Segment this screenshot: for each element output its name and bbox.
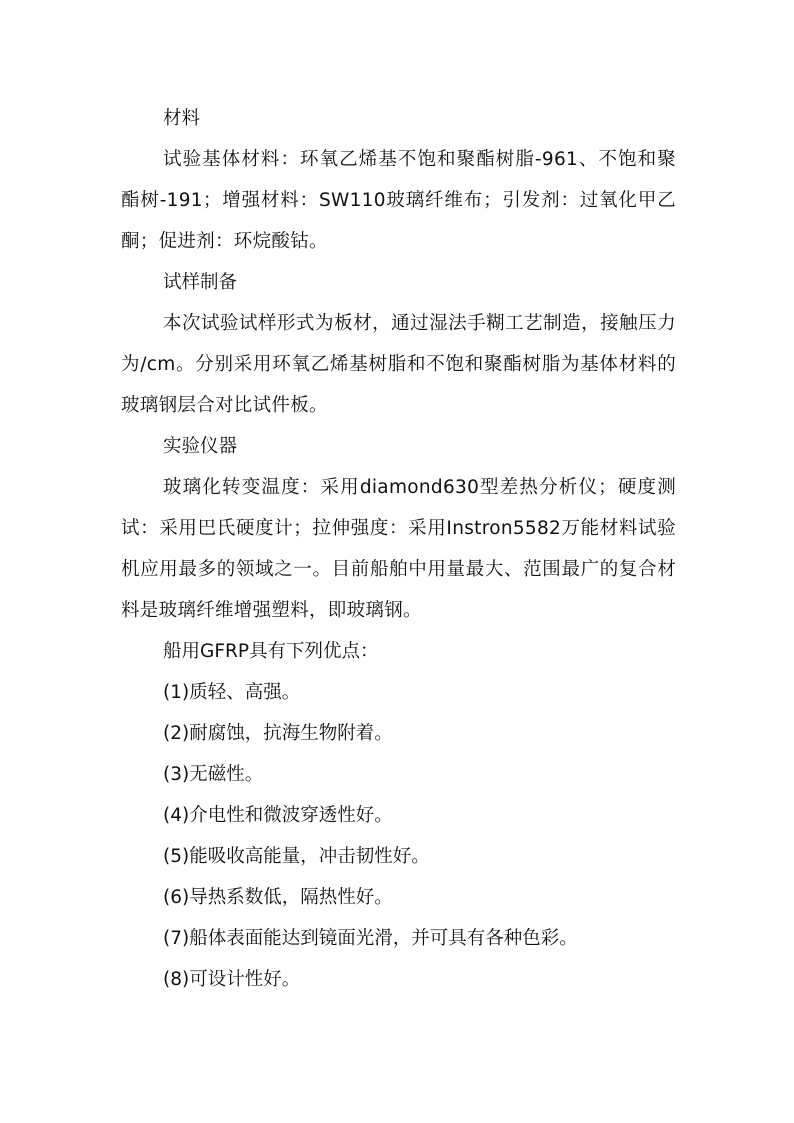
advantages-intro: 船用GFRP具有下列优点： — [163, 641, 379, 662]
advantage-item: (1)质轻、高强。 — [163, 682, 301, 703]
advantage-item: (5)能吸收高能量，冲击韧性好。 — [163, 846, 430, 867]
paragraph-materials: 试验基体材料：环氧乙烯基不饱和聚酯树脂-961、不饱和聚酯树-191；增强材料：SW110玻璃纤维布；引发剂：过氧化甲乙酮；促进剂：环烷酸钴。 — [121, 149, 676, 252]
advantage-item: (3)无磁性。 — [163, 764, 264, 785]
section-heading-materials: 材料 — [163, 108, 201, 129]
section-heading-specimen: 试样制备 — [163, 272, 238, 293]
advantage-item: (7)船体表面能达到镜面光滑，并可具有各种色彩。 — [163, 928, 578, 949]
advantage-item: (6)导热系数低，隔热性好。 — [163, 887, 393, 908]
document-body — [121, 98, 676, 1000]
section-heading-instruments: 实验仪器 — [163, 436, 238, 457]
advantage-item: (2)耐腐蚀，抗海生物附着。 — [163, 723, 393, 744]
advantage-item: (8)可设计性好。 — [163, 969, 301, 990]
advantage-item: (4)介电性和微波穿透性好。 — [163, 805, 393, 826]
paragraph-instruments: 玻璃化转变温度：采用diamond630型差热分析仪；硬度测试：采用巴氏硬度计；拉伸强度：采用Instron5582万能材料试验机应用最多的领域之一。目前船舶中用量最大、范围最广的复合材料是玻璃纤维增强塑料，即玻璃钢。 — [121, 477, 676, 621]
paragraph-specimen: 本次试验试样形式为板材，通过湿法手糊工艺制造，接触压力为/cm。分别采用环氧乙烯基树脂和不饱和聚酯树脂为基体材料的玻璃钢层合对比试件板。 — [121, 313, 676, 416]
